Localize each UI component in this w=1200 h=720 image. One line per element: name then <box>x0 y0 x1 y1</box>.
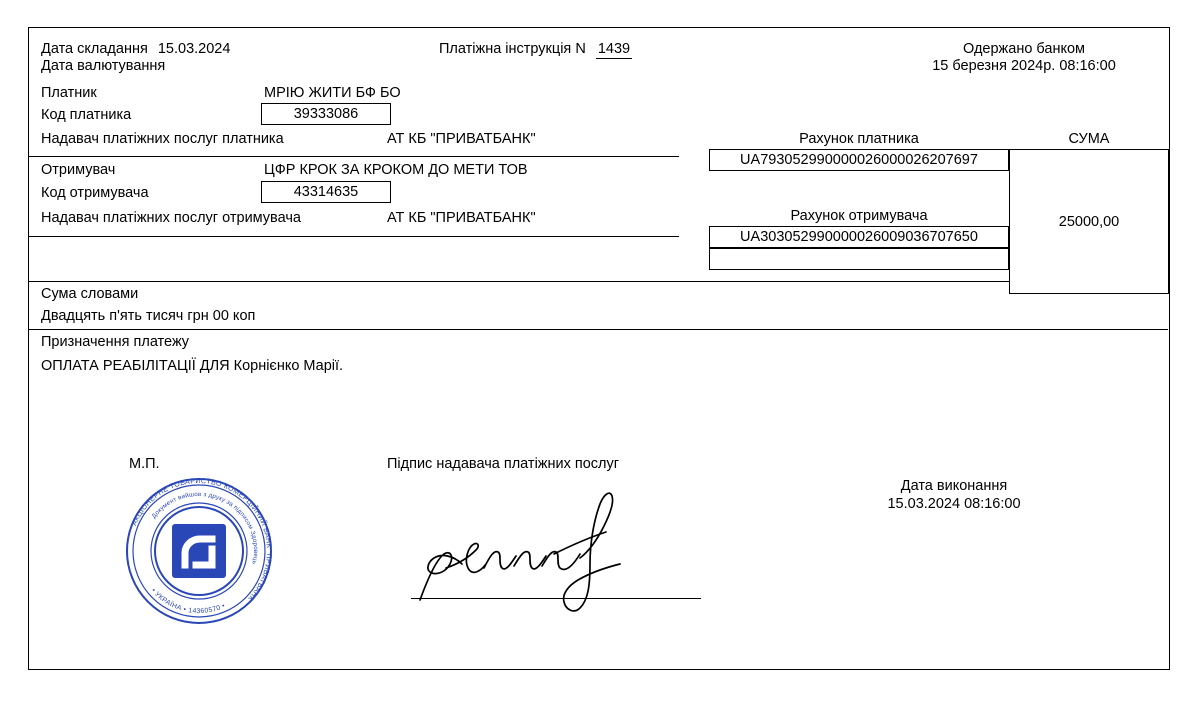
purpose-value: ОПЛАТА РЕАБІЛІТАЦІЇ ДЛЯ Корнієнко Марії. <box>41 358 344 374</box>
instruction-number: 1439 <box>597 41 631 57</box>
purpose-label: Призначення платежу <box>41 334 190 350</box>
receiver-bank-value: АТ КБ "ПРИВАТБАНК" <box>387 210 536 226</box>
instruction-label: Платіжна інструкція N <box>439 41 586 57</box>
amount-words-label: Сума словами <box>41 286 139 302</box>
receiver-bank-label: Надавач платіжних послуг отримувача <box>41 210 301 226</box>
payer-code-label: Код платника <box>41 107 132 123</box>
execution-date-label: Дата виконання <box>900 478 1008 494</box>
bank-stamp-icon <box>119 471 279 631</box>
handwritten-signature-icon <box>384 468 674 633</box>
payer-label: Платник <box>41 85 97 101</box>
signature-label: Підпис надавача платіжних послуг <box>387 456 620 472</box>
divider-amount-words-top <box>29 281 1009 282</box>
amount-value: 25000,00 <box>1009 149 1169 294</box>
received-by-bank-label: Одержано банком <box>963 41 1085 57</box>
payer-bank-label: Надавач платіжних послуг платника <box>41 131 284 147</box>
receiver-code-value: 43314635 <box>261 181 391 203</box>
receiver-name: ЦФР КРОК ЗА КРОКОМ ДО МЕТИ ТОВ <box>264 162 528 178</box>
receiver-account-label: Рахунок отримувача <box>790 208 928 224</box>
svg-text:Документ вийшов з друку за під: Документ вийшов з друку за підписом Здоровець <box>150 490 260 566</box>
receiver-account-value: UA303052990000026009036707650 <box>709 226 1009 248</box>
amount-header: СУМА <box>1068 131 1110 147</box>
payer-code-value: 39333086 <box>261 103 391 125</box>
payer-account-value: UA793052990000026000026207697 <box>709 149 1009 171</box>
mp-label: М.П. <box>129 456 160 472</box>
received-by-bank-value: 15 березня 2024р. 08:16:00 <box>932 58 1116 74</box>
payer-account-label: Рахунок платника <box>799 131 919 147</box>
receiver-code-label: Код отримувача <box>41 185 149 201</box>
value-date-label: Дата валютування <box>41 58 166 74</box>
signature-line <box>411 598 701 599</box>
receiver-label: Отримувач <box>41 162 116 178</box>
divider-payer <box>29 156 679 157</box>
compose-date-row <box>41 41 230 58</box>
payer-bank-value: АТ КБ "ПРИВАТБАНК" <box>387 131 536 147</box>
instruction-row <box>439 41 632 58</box>
svg-text:АКЦІОНЕРНЕ ТОВАРИСТВО КОМЕРЦІЙ: АКЦІОНЕРНЕ ТОВАРИСТВО КОМЕРЦІЙНИЙ БАНК "ПРИВАТБАНК" <box>129 475 275 606</box>
payment-instruction-form <box>28 27 1170 670</box>
execution-date-value: 15.03.2024 08:16:00 <box>887 496 1021 512</box>
payer-name: МРІЮ ЖИТИ БФ БО <box>264 85 401 101</box>
divider-receiver <box>29 236 679 237</box>
svg-text:• УКРАЇНА • 14360570 •: • УКРАЇНА • 14360570 • <box>149 587 227 616</box>
compose-date-value: 15.03.2024 <box>157 41 231 57</box>
divider-purpose-top <box>29 329 1168 330</box>
amount-words-value: Двадцять п'ять тисяч грн 00 коп <box>41 308 256 324</box>
compose-date-label: Дата складання <box>41 41 148 57</box>
receiver-account-extra <box>709 248 1009 270</box>
